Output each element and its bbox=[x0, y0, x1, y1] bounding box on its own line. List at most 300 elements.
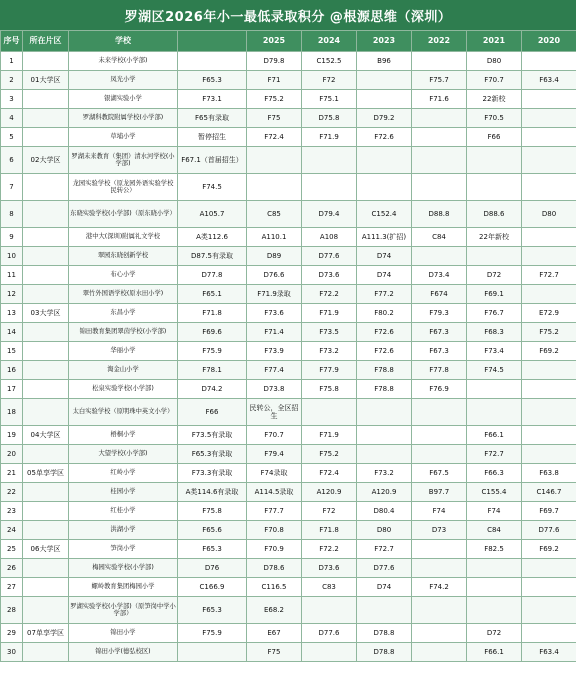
score-cell-2025: E67 bbox=[247, 624, 302, 643]
score-cell-2022: F674 bbox=[412, 285, 467, 304]
score-cell-2020 bbox=[522, 578, 576, 597]
score-cell-2020: E72.9 bbox=[522, 304, 576, 323]
score-cell-2022: F75.7 bbox=[412, 71, 467, 90]
row-number: 19 bbox=[1, 426, 23, 445]
header-mid bbox=[178, 31, 247, 52]
score-cell-2024: F71.9 bbox=[302, 304, 357, 323]
score-cell-2025 bbox=[247, 147, 302, 174]
row-number: 13 bbox=[1, 304, 23, 323]
score-cell-2022 bbox=[412, 128, 467, 147]
score-cell-2022: F71.6 bbox=[412, 90, 467, 109]
school-cell: 螺岭教育集团梅园小学 bbox=[69, 578, 178, 597]
score-cell-2025: D89 bbox=[247, 247, 302, 266]
score-cell-2024: F72 bbox=[302, 71, 357, 90]
score-cell-2025: D79.8 bbox=[247, 52, 302, 71]
school-cell: 布心小学 bbox=[69, 266, 178, 285]
score-cell-2020: D77.6 bbox=[522, 521, 576, 540]
score-cell-2024 bbox=[302, 597, 357, 624]
row-number: 28 bbox=[1, 597, 23, 624]
page-title: 罗湖区2026年小一最低录取积分 @根源思维（深圳） bbox=[0, 0, 576, 30]
score-cell-2023 bbox=[357, 445, 412, 464]
district-cell bbox=[23, 445, 69, 464]
score-cell-2021: F69.1 bbox=[467, 285, 522, 304]
school-cell: 梧桐小学 bbox=[69, 426, 178, 445]
score-cell-2020 bbox=[522, 380, 576, 399]
table-row bbox=[1, 52, 576, 71]
school-cell: 凤光小学 bbox=[69, 71, 178, 90]
score-cell-2025: F70.7 bbox=[247, 426, 302, 445]
score-cell-2025: C85 bbox=[247, 201, 302, 228]
score-cell-2025: F75.2 bbox=[247, 90, 302, 109]
score-cell-2024: D77.6 bbox=[302, 247, 357, 266]
score-cell-2020: F63.8 bbox=[522, 464, 576, 483]
header-district: 所在片区 bbox=[23, 31, 69, 52]
score-cell-current: A105.7 bbox=[178, 201, 247, 228]
score-cell-2023: D77.6 bbox=[357, 559, 412, 578]
score-cell-2022 bbox=[412, 445, 467, 464]
table-row bbox=[1, 445, 576, 464]
district-cell bbox=[23, 228, 69, 247]
score-cell-2020: F63.4 bbox=[522, 643, 576, 662]
score-cell-current: F67.1（首届招生） bbox=[178, 147, 247, 174]
row-number: 16 bbox=[1, 361, 23, 380]
score-cell-2022 bbox=[412, 426, 467, 445]
table-row bbox=[1, 643, 576, 662]
score-cell-2020 bbox=[522, 147, 576, 174]
school-cell: 锦田小学(德弘校区) bbox=[69, 643, 178, 662]
row-number: 14 bbox=[1, 323, 23, 342]
district-cell bbox=[23, 90, 69, 109]
score-cell-2024: F75.1 bbox=[302, 90, 357, 109]
score-cell-2022 bbox=[412, 147, 467, 174]
score-cell-2020 bbox=[522, 285, 576, 304]
row-number: 18 bbox=[1, 399, 23, 426]
score-cell-2022: F74 bbox=[412, 502, 467, 521]
table-row bbox=[1, 380, 576, 399]
table-row bbox=[1, 521, 576, 540]
score-cell-2021: F66.3 bbox=[467, 464, 522, 483]
score-cell-2025: D76.6 bbox=[247, 266, 302, 285]
score-cell-current: F78.1 bbox=[178, 361, 247, 380]
row-number: 21 bbox=[1, 464, 23, 483]
table-row bbox=[1, 128, 576, 147]
table-row bbox=[1, 426, 576, 445]
row-number: 2 bbox=[1, 71, 23, 90]
score-cell-2025: D78.6 bbox=[247, 559, 302, 578]
district-cell bbox=[23, 247, 69, 266]
score-cell-current: F65.1 bbox=[178, 285, 247, 304]
score-cell-2023: D74 bbox=[357, 266, 412, 285]
score-cell-2021: 22年新校 bbox=[467, 228, 522, 247]
row-number: 10 bbox=[1, 247, 23, 266]
row-number: 8 bbox=[1, 201, 23, 228]
header-row bbox=[1, 31, 576, 52]
table-row bbox=[1, 285, 576, 304]
score-cell-2025: F73.6 bbox=[247, 304, 302, 323]
score-cell-2020 bbox=[522, 128, 576, 147]
district-cell bbox=[23, 174, 69, 201]
score-cell-2020: C146.7 bbox=[522, 483, 576, 502]
score-cell-2025: F77.4 bbox=[247, 361, 302, 380]
score-cell-2022 bbox=[412, 174, 467, 201]
district-cell bbox=[23, 109, 69, 128]
score-cell-2021 bbox=[467, 597, 522, 624]
row-number: 22 bbox=[1, 483, 23, 502]
score-cell-2025: F70.9 bbox=[247, 540, 302, 559]
district-cell bbox=[23, 266, 69, 285]
score-cell-current: 暂停招生 bbox=[178, 128, 247, 147]
score-cell-2024: C83 bbox=[302, 578, 357, 597]
score-cell-current: F73.1 bbox=[178, 90, 247, 109]
row-number: 6 bbox=[1, 147, 23, 174]
district-cell: 07单享学区 bbox=[23, 624, 69, 643]
school-cell: 翠园东晓创新学校 bbox=[69, 247, 178, 266]
row-number: 23 bbox=[1, 502, 23, 521]
school-cell: 龙园实验学校（原龙园外语实验学校 民转公） bbox=[69, 174, 178, 201]
score-cell-2023 bbox=[357, 174, 412, 201]
score-cell-current: D74.2 bbox=[178, 380, 247, 399]
score-cell-2022 bbox=[412, 247, 467, 266]
score-cell-current: F75.9 bbox=[178, 624, 247, 643]
score-cell-2023: F72.6 bbox=[357, 323, 412, 342]
score-cell-current: F73.3有录取 bbox=[178, 464, 247, 483]
score-cell-2023: F72.7 bbox=[357, 540, 412, 559]
score-cell-2021: F74 bbox=[467, 502, 522, 521]
score-cell-2021 bbox=[467, 147, 522, 174]
table-row bbox=[1, 304, 576, 323]
score-cell-2020 bbox=[522, 228, 576, 247]
score-cell-current: A类114.6有录取 bbox=[178, 483, 247, 502]
score-cell-2021: D88.6 bbox=[467, 201, 522, 228]
district-cell bbox=[23, 323, 69, 342]
row-number: 1 bbox=[1, 52, 23, 71]
score-cell-2021: F66.1 bbox=[467, 643, 522, 662]
score-cell-2025: F71.9录取 bbox=[247, 285, 302, 304]
score-cell-current bbox=[178, 643, 247, 662]
score-cell-2021: F82.5 bbox=[467, 540, 522, 559]
score-cell-2022: F77.8 bbox=[412, 361, 467, 380]
table-row bbox=[1, 559, 576, 578]
score-cell-2021: D72 bbox=[467, 624, 522, 643]
school-cell: 罗湖科教院附属学校(小学部) bbox=[69, 109, 178, 128]
score-cell-2022 bbox=[412, 624, 467, 643]
score-cell-current: F73.5有录取 bbox=[178, 426, 247, 445]
row-number: 5 bbox=[1, 128, 23, 147]
score-cell-2022 bbox=[412, 399, 467, 426]
school-cell: 松泉实验学校(小学部) bbox=[69, 380, 178, 399]
header-school: 学校 bbox=[69, 31, 178, 52]
school-cell: 洪湖小学 bbox=[69, 521, 178, 540]
header-2023: 2023 bbox=[357, 31, 412, 52]
school-cell: 银湖实验小学 bbox=[69, 90, 178, 109]
header-2024: 2024 bbox=[302, 31, 357, 52]
score-cell-2023: A120.9 bbox=[357, 483, 412, 502]
table-row bbox=[1, 342, 576, 361]
score-cell-2023: D78.8 bbox=[357, 643, 412, 662]
school-cell: 笋岗小学 bbox=[69, 540, 178, 559]
header-2022: 2022 bbox=[412, 31, 467, 52]
table-row bbox=[1, 147, 576, 174]
table-row bbox=[1, 90, 576, 109]
score-cell-2023: F78.8 bbox=[357, 380, 412, 399]
school-cell: 梅园实验学校(小学部) bbox=[69, 559, 178, 578]
score-cell-2024 bbox=[302, 643, 357, 662]
score-cell-2021 bbox=[467, 578, 522, 597]
district-cell bbox=[23, 342, 69, 361]
score-cell-2024: F75.8 bbox=[302, 380, 357, 399]
school-cell: 大望学校(小学部) bbox=[69, 445, 178, 464]
table-row bbox=[1, 540, 576, 559]
score-cell-2021: D80 bbox=[467, 52, 522, 71]
score-cell-current: F71.8 bbox=[178, 304, 247, 323]
score-cell-current: F65.3 bbox=[178, 71, 247, 90]
school-cell: 翠竹外国语学校(原水田小学) bbox=[69, 285, 178, 304]
table-row bbox=[1, 483, 576, 502]
district-cell bbox=[23, 559, 69, 578]
score-cell-2021: C84 bbox=[467, 521, 522, 540]
score-cell-2022 bbox=[412, 559, 467, 578]
score-cell-current: F65.3 bbox=[178, 597, 247, 624]
score-cell-2022: F79.3 bbox=[412, 304, 467, 323]
district-cell bbox=[23, 201, 69, 228]
score-cell-2023: C152.4 bbox=[357, 201, 412, 228]
score-cell-2023 bbox=[357, 71, 412, 90]
score-cell-2023: D74 bbox=[357, 247, 412, 266]
score-cell-2023: F77.2 bbox=[357, 285, 412, 304]
row-number: 30 bbox=[1, 643, 23, 662]
score-cell-2022: D88.8 bbox=[412, 201, 467, 228]
score-cell-2022 bbox=[412, 109, 467, 128]
score-cell-current: F74.5 bbox=[178, 174, 247, 201]
score-cell-2023: B96 bbox=[357, 52, 412, 71]
score-cell-2025: F77.7 bbox=[247, 502, 302, 521]
score-cell-2023 bbox=[357, 426, 412, 445]
row-number: 24 bbox=[1, 521, 23, 540]
score-cell-current: F75.8 bbox=[178, 502, 247, 521]
row-number: 25 bbox=[1, 540, 23, 559]
score-cell-2020: D80 bbox=[522, 201, 576, 228]
score-cell-2021 bbox=[467, 559, 522, 578]
table-row bbox=[1, 502, 576, 521]
score-cell-2020 bbox=[522, 559, 576, 578]
district-cell bbox=[23, 502, 69, 521]
row-number: 29 bbox=[1, 624, 23, 643]
score-cell-2022: F76.9 bbox=[412, 380, 467, 399]
school-cell: 红岭小学 bbox=[69, 464, 178, 483]
score-cell-2022: F67.3 bbox=[412, 323, 467, 342]
district-cell bbox=[23, 399, 69, 426]
score-cell-2025: F73.9 bbox=[247, 342, 302, 361]
school-cell: 锦田小学 bbox=[69, 624, 178, 643]
header-2021: 2021 bbox=[467, 31, 522, 52]
school-cell: 草埔小学 bbox=[69, 128, 178, 147]
score-cell-2024 bbox=[302, 147, 357, 174]
score-cell-2021: F66.1 bbox=[467, 426, 522, 445]
admission-score-table bbox=[0, 30, 576, 662]
district-cell bbox=[23, 578, 69, 597]
score-cell-2022: D73 bbox=[412, 521, 467, 540]
score-cell-2024: F72.4 bbox=[302, 464, 357, 483]
score-cell-2024: D73.6 bbox=[302, 559, 357, 578]
score-cell-2024: C152.5 bbox=[302, 52, 357, 71]
score-cell-current: F75.9 bbox=[178, 342, 247, 361]
score-cell-2024: A120.9 bbox=[302, 483, 357, 502]
score-cell-2020: F72.7 bbox=[522, 266, 576, 285]
score-cell-2020: F69.2 bbox=[522, 342, 576, 361]
score-cell-2024 bbox=[302, 399, 357, 426]
table-row bbox=[1, 71, 576, 90]
district-cell bbox=[23, 285, 69, 304]
score-cell-2020 bbox=[522, 174, 576, 201]
score-cell-2024: F73.5 bbox=[302, 323, 357, 342]
score-cell-2021: F68.3 bbox=[467, 323, 522, 342]
score-cell-2025: F70.8 bbox=[247, 521, 302, 540]
table-row bbox=[1, 201, 576, 228]
score-cell-2024: A108 bbox=[302, 228, 357, 247]
district-cell: 01大学区 bbox=[23, 71, 69, 90]
district-cell: 04大学区 bbox=[23, 426, 69, 445]
score-cell-current: D76 bbox=[178, 559, 247, 578]
header-2025: 2025 bbox=[247, 31, 302, 52]
school-cell: 华丽小学 bbox=[69, 342, 178, 361]
school-cell: 桂园小学 bbox=[69, 483, 178, 502]
score-cell-2020 bbox=[522, 247, 576, 266]
district-cell bbox=[23, 128, 69, 147]
score-cell-2025: F74录取 bbox=[247, 464, 302, 483]
score-cell-2025: F71 bbox=[247, 71, 302, 90]
school-cell: 东晓实验学校(小学部)（原东晓小学） bbox=[69, 201, 178, 228]
score-cell-2023: D74 bbox=[357, 578, 412, 597]
score-cell-2022 bbox=[412, 540, 467, 559]
score-cell-current: F65.6 bbox=[178, 521, 247, 540]
score-cell-2025: C116.5 bbox=[247, 578, 302, 597]
score-cell-2020 bbox=[522, 361, 576, 380]
score-cell-2020: F75.2 bbox=[522, 323, 576, 342]
score-cell-2024: F72.2 bbox=[302, 285, 357, 304]
score-cell-current: C166.9 bbox=[178, 578, 247, 597]
score-cell-2024: D77.6 bbox=[302, 624, 357, 643]
score-cell-2024 bbox=[302, 174, 357, 201]
school-cell: 罗湖实验学校(小学部)（原笋岗中学小学部） bbox=[69, 597, 178, 624]
score-cell-2023: F80.2 bbox=[357, 304, 412, 323]
score-cell-current: D77.8 bbox=[178, 266, 247, 285]
score-cell-2025: F72.4 bbox=[247, 128, 302, 147]
score-cell-2024: F71.9 bbox=[302, 128, 357, 147]
score-cell-2020: F69.7 bbox=[522, 502, 576, 521]
school-cell: 港中大(深圳)附属礼文学校 bbox=[69, 228, 178, 247]
score-cell-2025: D73.8 bbox=[247, 380, 302, 399]
score-cell-2023 bbox=[357, 147, 412, 174]
score-cell-2025: 民转公，全区招生 bbox=[247, 399, 302, 426]
school-cell: 未来学校(小学部) bbox=[69, 52, 178, 71]
score-cell-2021: F74.5 bbox=[467, 361, 522, 380]
score-cell-2024: F71.9 bbox=[302, 426, 357, 445]
school-cell: 淘金山小学 bbox=[69, 361, 178, 380]
score-cell-2022 bbox=[412, 597, 467, 624]
score-cell-2020 bbox=[522, 597, 576, 624]
district-cell: 03大学区 bbox=[23, 304, 69, 323]
district-cell bbox=[23, 521, 69, 540]
score-cell-2025: F75 bbox=[247, 109, 302, 128]
score-cell-current: F65.3 bbox=[178, 540, 247, 559]
score-cell-2021 bbox=[467, 174, 522, 201]
table-row bbox=[1, 361, 576, 380]
score-cell-2024: F77.9 bbox=[302, 361, 357, 380]
score-cell-2024: F71.8 bbox=[302, 521, 357, 540]
score-cell-2025: E68.2 bbox=[247, 597, 302, 624]
score-cell-current: F66 bbox=[178, 399, 247, 426]
score-cell-2023: A111.3(扩招) bbox=[357, 228, 412, 247]
table-row bbox=[1, 597, 576, 624]
score-cell-2021: F70.5 bbox=[467, 109, 522, 128]
district-cell: 05单享学区 bbox=[23, 464, 69, 483]
score-cell-2021 bbox=[467, 380, 522, 399]
score-cell-2025: A114.5录取 bbox=[247, 483, 302, 502]
score-cell-2024: F75.2 bbox=[302, 445, 357, 464]
table-row bbox=[1, 624, 576, 643]
score-cell-2023: F72.6 bbox=[357, 342, 412, 361]
score-cell-2022: C84 bbox=[412, 228, 467, 247]
table-row bbox=[1, 399, 576, 426]
district-cell bbox=[23, 380, 69, 399]
score-cell-2021 bbox=[467, 247, 522, 266]
score-cell-2023 bbox=[357, 90, 412, 109]
score-cell-2020 bbox=[522, 52, 576, 71]
score-cell-2023 bbox=[357, 399, 412, 426]
row-number: 20 bbox=[1, 445, 23, 464]
district-cell bbox=[23, 483, 69, 502]
score-cell-2021: F66 bbox=[467, 128, 522, 147]
table-row bbox=[1, 578, 576, 597]
district-cell bbox=[23, 597, 69, 624]
table-row bbox=[1, 464, 576, 483]
header-no: 序号 bbox=[1, 31, 23, 52]
score-cell-2025: A110.1 bbox=[247, 228, 302, 247]
district-cell bbox=[23, 361, 69, 380]
school-cell: 罗湖未来教育（集团）清水河学校(小学部) bbox=[69, 147, 178, 174]
score-cell-2022: F67.5 bbox=[412, 464, 467, 483]
district-cell bbox=[23, 52, 69, 71]
row-number: 12 bbox=[1, 285, 23, 304]
score-cell-2025: F71.4 bbox=[247, 323, 302, 342]
district-cell bbox=[23, 643, 69, 662]
score-cell-current: F65有录取 bbox=[178, 109, 247, 128]
score-cell-2024: D79.4 bbox=[302, 201, 357, 228]
score-cell-current: D87.5有录取 bbox=[178, 247, 247, 266]
row-number: 4 bbox=[1, 109, 23, 128]
table-row bbox=[1, 266, 576, 285]
row-number: 27 bbox=[1, 578, 23, 597]
row-number: 3 bbox=[1, 90, 23, 109]
table-row bbox=[1, 323, 576, 342]
score-cell-2025: F79.4 bbox=[247, 445, 302, 464]
score-cell-2022: F74.2 bbox=[412, 578, 467, 597]
row-number: 7 bbox=[1, 174, 23, 201]
score-cell-2023 bbox=[357, 597, 412, 624]
score-cell-2023: D78.8 bbox=[357, 624, 412, 643]
score-cell-2024: D73.6 bbox=[302, 266, 357, 285]
score-cell-2022: B97.7 bbox=[412, 483, 467, 502]
score-cell-2020: F69.2 bbox=[522, 540, 576, 559]
table-row bbox=[1, 228, 576, 247]
table-row bbox=[1, 247, 576, 266]
score-cell-2020 bbox=[522, 399, 576, 426]
table-row bbox=[1, 109, 576, 128]
score-cell-2024: F72.2 bbox=[302, 540, 357, 559]
header-2020: 2020 bbox=[522, 31, 576, 52]
score-cell-2021: F72.7 bbox=[467, 445, 522, 464]
score-cell-2022: D73.4 bbox=[412, 266, 467, 285]
